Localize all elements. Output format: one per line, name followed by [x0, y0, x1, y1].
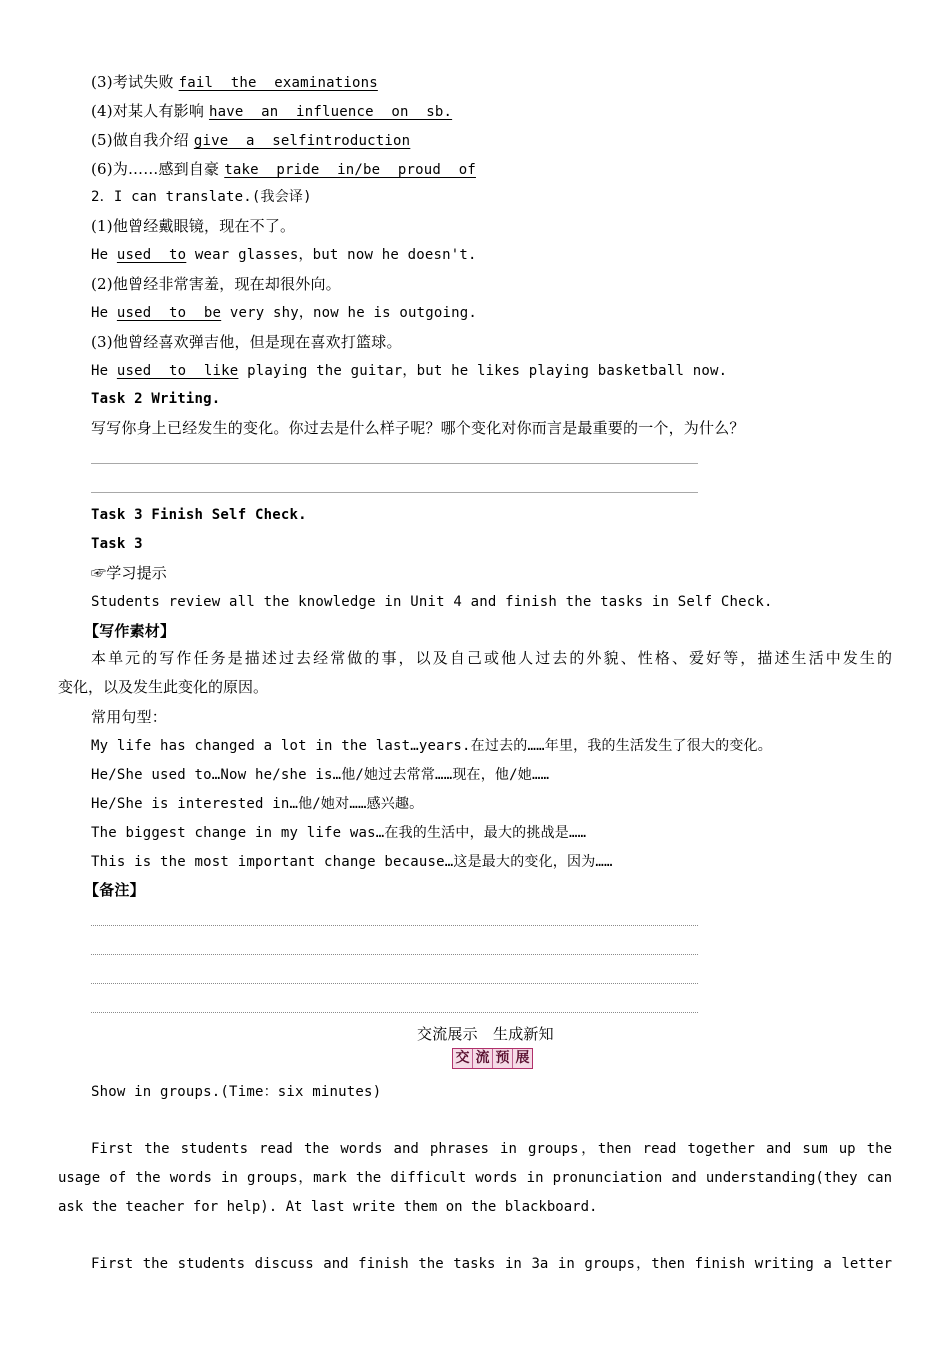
phrase-item	[91, 101, 452, 122]
answer-line	[91, 463, 698, 464]
sentence-pattern: My life has changed a lot in the last…years.在过去的……年里，我的生活发生了很大的变化。	[91, 738, 772, 754]
task2-prompt: 写写你身上已经发生的变化。你过去是什么样子呢？哪个变化对你而言是最重要的一个，为什么？	[91, 419, 745, 437]
activity-paragraph: First the students read the words and phrases in groups，then read together and sum up the usage of the words in groups，mark the difficult words in pronunciation and understanding(they can ask the teacher for help). At last write them on the blackboard.	[58, 1141, 892, 1215]
translate-question: (3)他曾经喜欢弹吉他，但是现在喜欢打篮球。	[91, 333, 402, 351]
writing-material-paragraph: 本单元的写作任务是描述过去经常做的事，以及自己或他人过去的外貌、性格、爱好等，描述生活中发生的 变化，以及发生此变化的原因。	[58, 649, 892, 696]
task2-title: Task 2 Writing.	[91, 391, 221, 407]
answer-line	[91, 492, 698, 493]
phrase-chinese: 考试失败	[112, 73, 174, 91]
writing-material-heading: 【写作素材】	[84, 622, 176, 640]
phrase-english: fail the examinations	[178, 75, 378, 91]
phrase-number: (6)	[91, 160, 113, 178]
translate-answer: He used to wear glasses，but now he doesn't.	[91, 247, 477, 263]
study-hint-text: Students review all the knowledge in Unit 4 and finish the tasks in Self Check.	[91, 594, 773, 610]
phrase-chinese: 做自我介绍	[112, 131, 189, 149]
notes-line	[91, 983, 698, 984]
phrase-english: have an influence on sb.	[209, 104, 453, 120]
phrase-chinese: 为……感到自豪	[112, 160, 220, 178]
task3-subtitle: Task 3	[91, 536, 143, 552]
phrase-chinese: 对某人有影响	[112, 102, 205, 120]
sentence-pattern: He/She is interested in…他/她对……感兴趣。	[91, 796, 424, 812]
translate-answer: He used to be very shy，now he is outgoing.	[91, 305, 477, 321]
phrase-number: (3)	[91, 73, 113, 91]
sentence-pattern: This is the most important change because…这是最大的变化，因为……	[91, 854, 613, 870]
notes-line	[91, 954, 698, 955]
notes-heading: 【备注】	[84, 881, 145, 899]
answer-blank: used to be	[116, 305, 222, 321]
answer-blank: used to	[116, 247, 187, 263]
phrase-number: (5)	[91, 131, 113, 149]
study-hint-label: ☞学习提示	[91, 564, 168, 582]
patterns-heading: 常用句型：	[91, 708, 168, 726]
activity-paragraph: First the students discuss and finish the tasks in 3a in groups，then finish writing a letter	[91, 1256, 892, 1272]
answer-blank: used to like	[116, 363, 239, 379]
section-banner: 交 流 预 展	[452, 1048, 533, 1069]
show-in-groups: Show in groups.(Time：six minutes)	[91, 1084, 382, 1100]
phrase-number: (4)	[91, 102, 113, 120]
phrase-item	[91, 130, 410, 151]
notes-line	[91, 925, 698, 926]
translate-question: (2)他曾经非常害羞，现在却很外向。	[91, 275, 341, 293]
translate-question: (1)他曾经戴眼镜，现在不了。	[91, 217, 296, 235]
notes-line	[91, 1012, 698, 1013]
task3-title: Task 3 Finish Self Check.	[91, 507, 307, 523]
phrase-item	[91, 159, 476, 180]
sentence-pattern: He/She used to…Now he/she is…他/她过去常常……现在，他/她……	[91, 767, 550, 783]
phrase-english: give a selfintroduction	[193, 133, 411, 149]
section-title: 交流展示 生成新知	[417, 1025, 554, 1043]
sentence-pattern: The biggest change in my life was…在我的生活中，最大的挑战是……	[91, 825, 587, 841]
translate-heading: 2．I can translate.(我会译)	[91, 189, 312, 205]
translate-answer: He used to like playing the guitar，but he likes playing basketball now.	[91, 363, 728, 379]
phrase-item	[91, 72, 378, 93]
phrase-english: take pride in/be proud of	[224, 162, 476, 178]
